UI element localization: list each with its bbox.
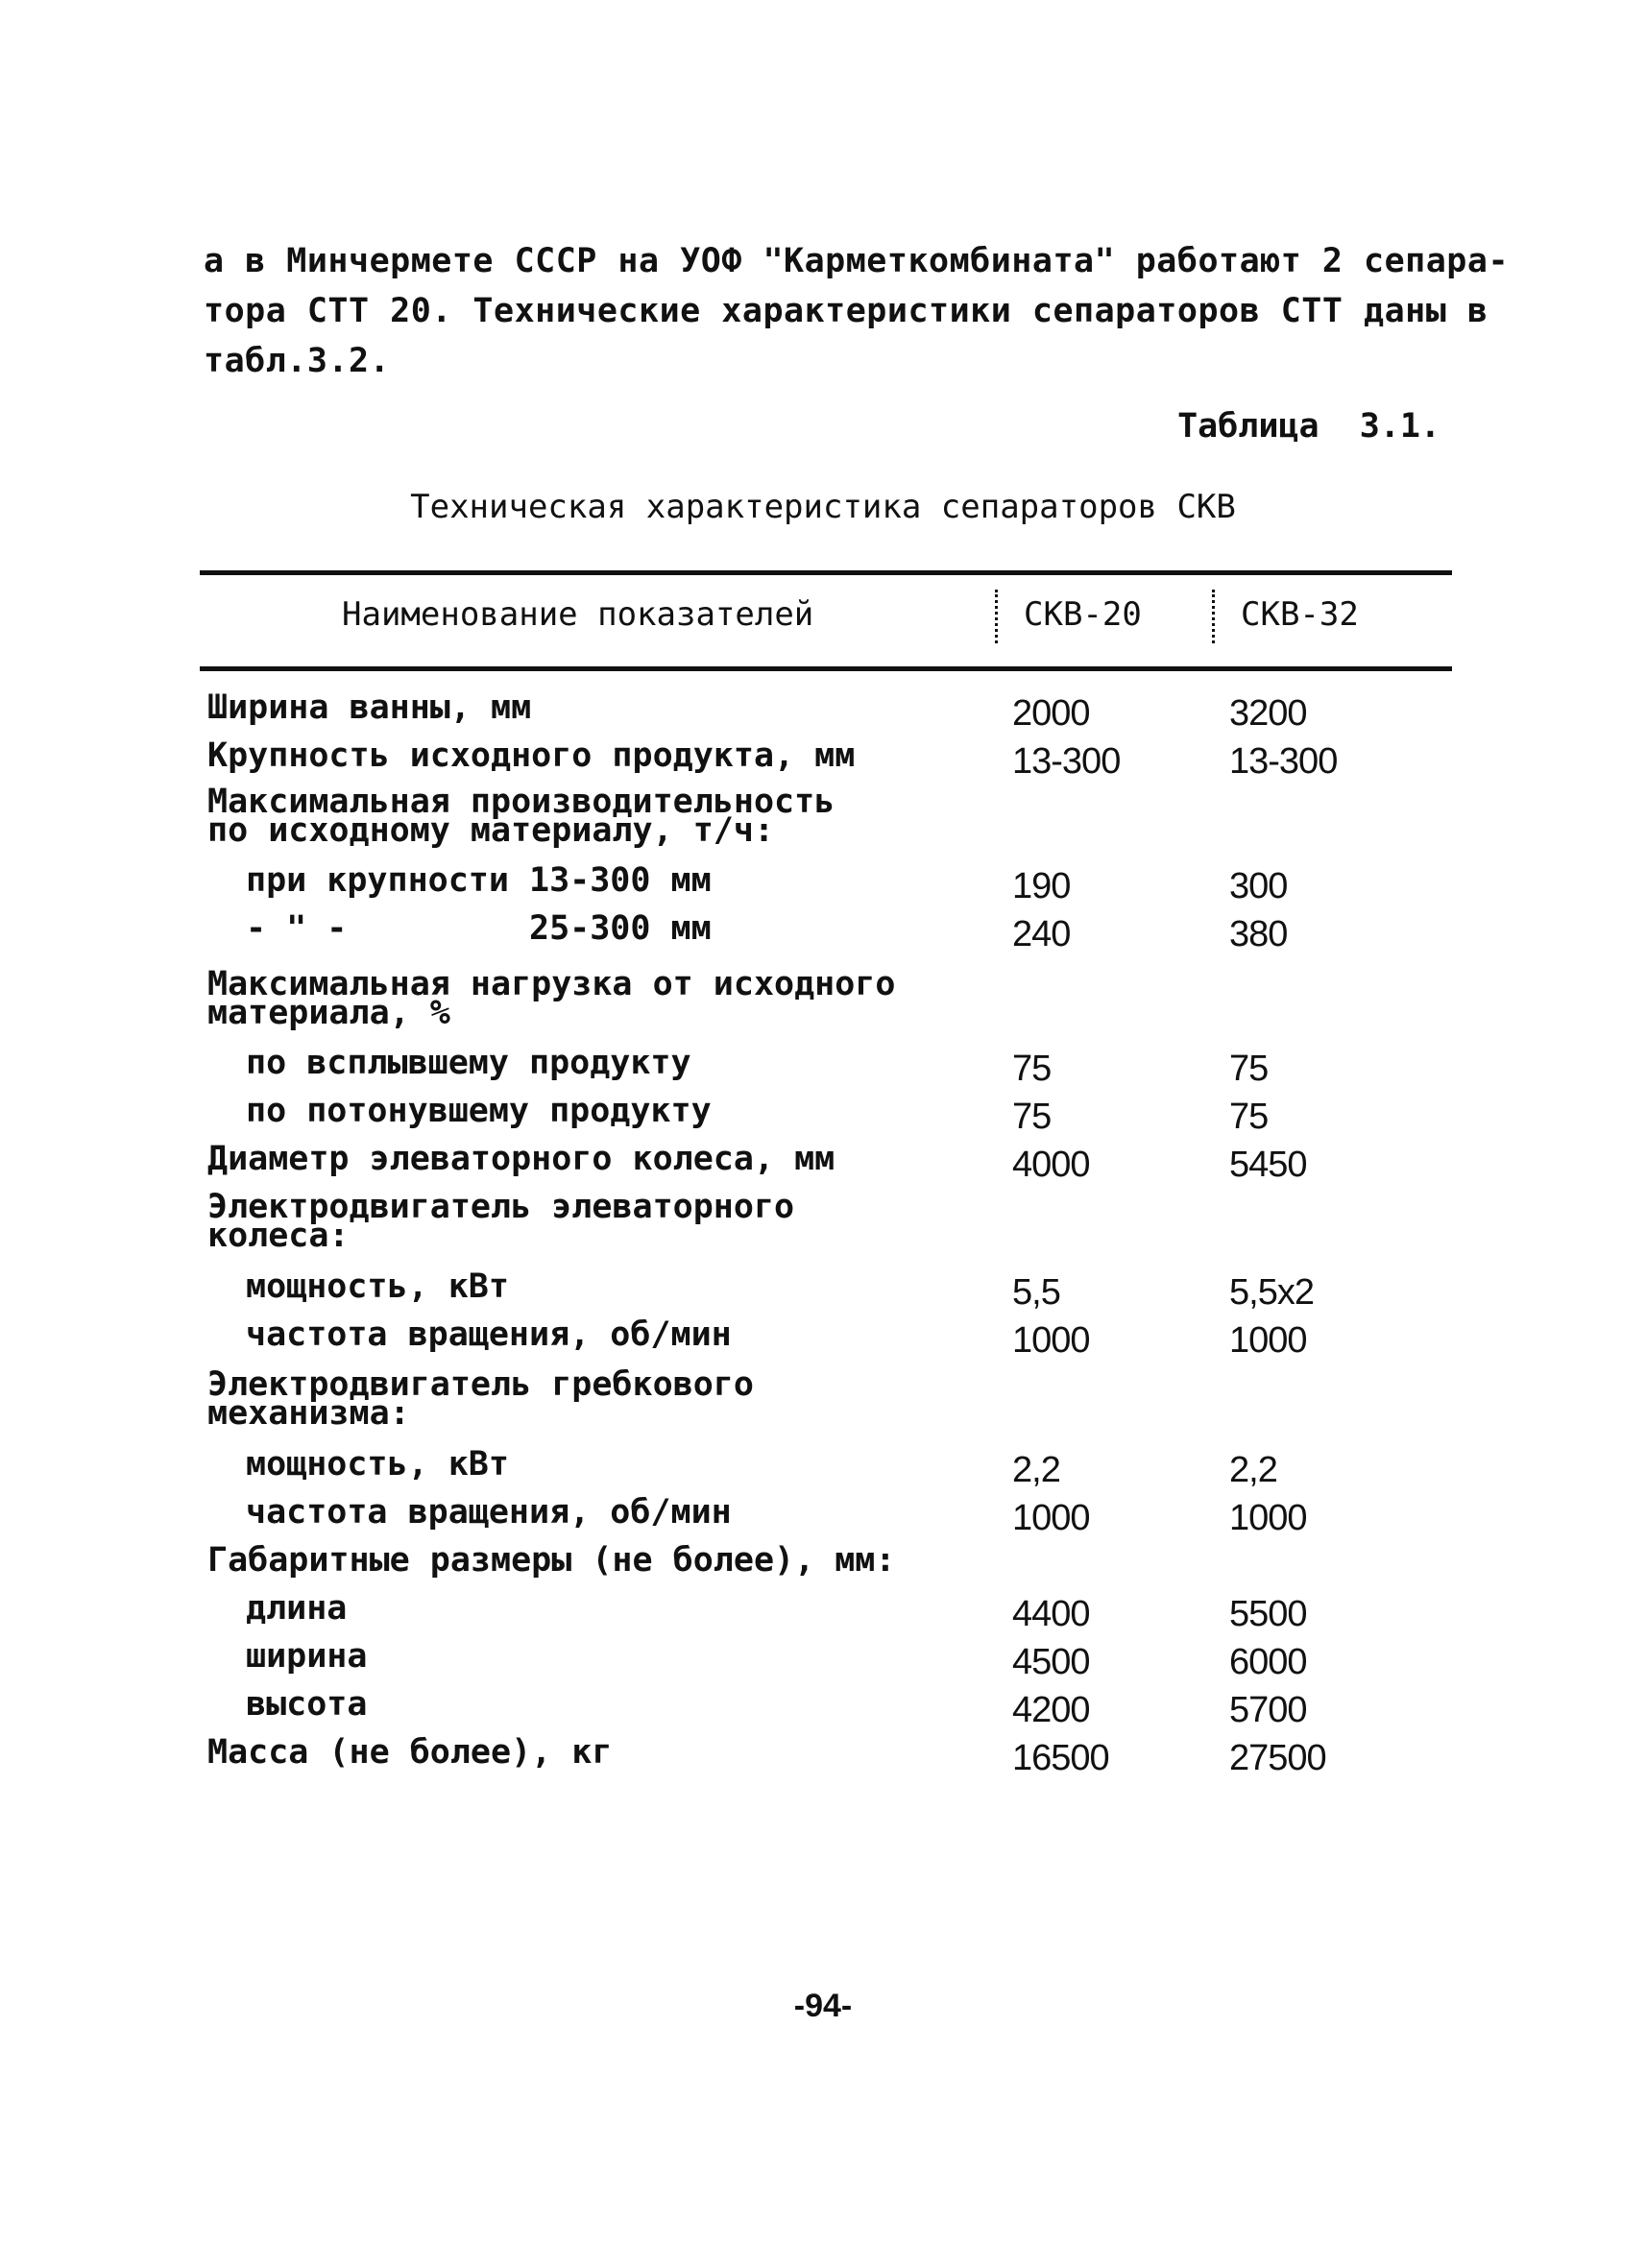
header-skv-32: СКВ-32 (1241, 595, 1359, 634)
row-value-skv-20: 1000 (1012, 1320, 1090, 1361)
row-value-skv-32: 5450 (1229, 1145, 1307, 1185)
row-label: ширина (246, 1637, 368, 1676)
table-title: Техническая характеристика сепараторов СКВ (410, 488, 1236, 526)
row-value-skv-20: 75 (1012, 1049, 1052, 1089)
row-value-skv-20: 13-300 (1012, 741, 1121, 782)
row-label: Электродвигатель элеваторного колеса: (207, 1188, 795, 1255)
row-label: частота вращения, об/мин (246, 1315, 732, 1354)
row-value-skv-20: 4500 (1012, 1642, 1090, 1682)
row-value-skv-32: 13-300 (1229, 741, 1338, 782)
table-top-rule (200, 570, 1452, 575)
intro-line: табл.3.2. (204, 342, 391, 380)
row-label: Крупность исходного продукта, мм (207, 736, 856, 775)
page-number: -94- (793, 1988, 853, 2024)
row-label: по всплывшему продукту (246, 1044, 691, 1082)
row-value-skv-32: 6000 (1229, 1642, 1307, 1682)
row-value-skv-32: 1000 (1229, 1498, 1307, 1538)
row-label: мощность, кВт (246, 1445, 509, 1484)
row-value-skv-20: 5,5 (1012, 1272, 1060, 1313)
row-label: Диаметр элеваторного колеса, мм (207, 1140, 835, 1178)
row-value-skv-20: 2000 (1012, 693, 1090, 734)
row-value-skv-20: 4200 (1012, 1690, 1090, 1730)
row-value-skv-32: 75 (1229, 1049, 1269, 1089)
row-value-skv-32: 5,5х2 (1229, 1272, 1314, 1313)
row-value-skv-20: 4400 (1012, 1594, 1090, 1634)
row-value-skv-32: 380 (1229, 914, 1288, 954)
header-separator (1212, 590, 1218, 643)
intro-line: тора СТТ 20. Технические характеристики сепараторов СТТ даны в (204, 292, 1489, 330)
row-value-skv-32: 27500 (1229, 1738, 1326, 1778)
row-label: Габаритные размеры (не более), мм: (207, 1541, 896, 1580)
row-label: при крупности 13-300 мм (246, 861, 712, 900)
row-label: - " - 25-300 мм (246, 909, 712, 948)
intro-line: а в Минчермете СССР на УОФ "Карметкомбината" работают 2 сепара- (204, 242, 1510, 280)
table-header-rule (200, 666, 1452, 671)
row-value-skv-32: 2,2 (1229, 1450, 1277, 1490)
row-label: высота (246, 1685, 368, 1724)
header-indicator-name: Наименование показателей (342, 595, 814, 634)
header-separator (995, 590, 1001, 643)
row-label: частота вращения, об/мин (246, 1493, 732, 1532)
row-value-skv-20: 75 (1012, 1097, 1052, 1137)
table-number: Таблица 3.1. (1177, 407, 1440, 446)
row-value-skv-32: 75 (1229, 1097, 1269, 1137)
row-value-skv-20: 240 (1012, 914, 1071, 954)
row-value-skv-32: 3200 (1229, 693, 1307, 734)
row-label: мощность, кВт (246, 1267, 509, 1306)
row-label: по потонувшему продукту (246, 1092, 712, 1130)
row-label: Масса (не более), кг (207, 1733, 613, 1772)
row-value-skv-20: 4000 (1012, 1145, 1090, 1185)
row-label: Электродвигатель гребкового механизма: (207, 1365, 754, 1433)
row-label: Максимальная нагрузка от исходного материала, % (207, 965, 896, 1032)
row-label: Ширина ванны, мм (207, 688, 532, 727)
row-value-skv-20: 2,2 (1012, 1450, 1060, 1490)
row-value-skv-32: 1000 (1229, 1320, 1307, 1361)
row-label: Максимальная производительность по исходному материалу, т/ч: (207, 783, 835, 850)
row-value-skv-32: 300 (1229, 866, 1288, 906)
row-label: длина (246, 1589, 348, 1628)
row-value-skv-20: 1000 (1012, 1498, 1090, 1538)
row-value-skv-20: 190 (1012, 866, 1071, 906)
row-value-skv-32: 5700 (1229, 1690, 1307, 1730)
header-skv-20: СКВ-20 (1024, 595, 1142, 634)
row-value-skv-20: 16500 (1012, 1738, 1109, 1778)
row-value-skv-32: 5500 (1229, 1594, 1307, 1634)
